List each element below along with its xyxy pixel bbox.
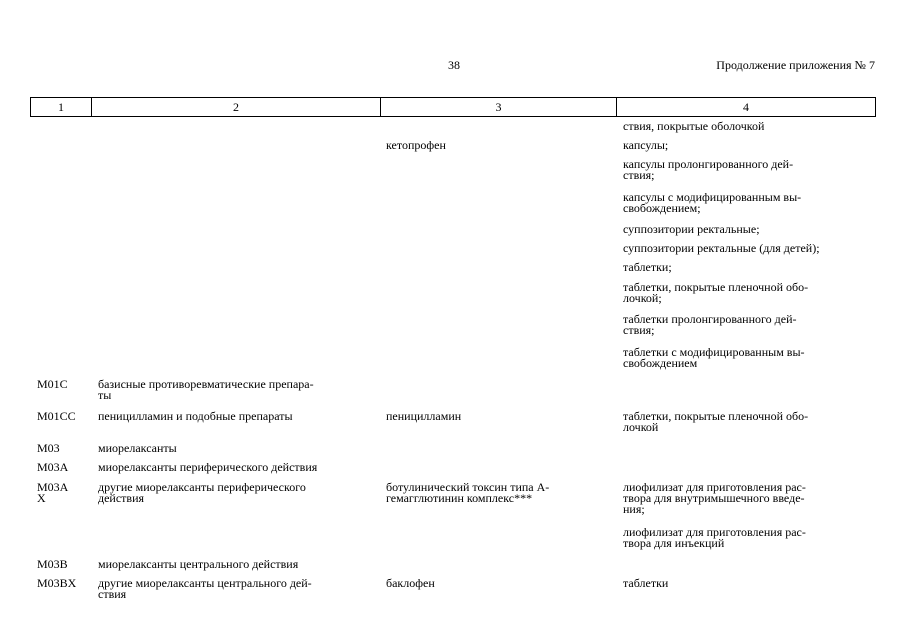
table-cell: таблетки; [623,260,672,274]
table-cell: таблетки, покрытые пленочной обо- лочкой; [623,280,809,305]
table-cell: капсулы пролонгированного дей- ствия; [623,157,794,182]
column-header-3: 3 [381,98,617,116]
table-cell: таблетки [623,576,669,590]
column-header-1: 1 [31,98,92,116]
table-cell: пеницилламин [386,409,462,423]
table-cell: ствия, покрытые оболочкой [623,119,765,133]
atc-code: M03 [37,441,60,455]
table-cell: капсулы с модифицированным вы- свобождением; [623,190,802,215]
atc-code: M01C [37,377,68,391]
table-cell: лиофилизат для приготовления рас- твора для инъекций [623,525,806,550]
table-cell: ботулинический токсин типа А- гемагглютинин комплекс*** [386,480,550,505]
column-header-4: 4 [743,100,749,114]
table-cell: суппозитории ректальные (для детей); [623,241,820,255]
table-cell: пеницилламин и подобные препараты [98,409,293,423]
table-cell: таблетки пролонгированного дей- ствия; [623,312,797,337]
page-number: 38 [448,58,460,72]
column-header-2: 2 [92,98,381,116]
table-cell: другие миорелаксанты периферического действия [98,480,306,505]
table-cell: кетопрофен [386,138,446,152]
table-cell: лиофилизат для приготовления рас- твора для внутримышечного введе- ния; [623,480,806,516]
atc-code: M01CC [37,409,76,423]
table-cell: миорелаксанты центрального действия [98,557,299,571]
atc-code: M03A X [37,480,69,505]
table-cell: капсулы; [623,138,669,152]
table-cell: миорелаксанты периферического действия [98,460,318,474]
table-cell: базисные противоревматические препара- ты [98,377,314,402]
table-cell: баклофен [386,576,435,590]
atc-code: M03A [37,460,69,474]
table-cell: другие миорелаксанты центрального дей- ствия [98,576,312,601]
document-title: Продолжение приложения № 7 [716,58,875,72]
atc-code: M03BX [37,576,77,590]
table-cell: таблетки, покрытые пленочной обо- лочкой [623,409,809,434]
table-cell: суппозитории ректальные; [623,222,760,236]
atc-code: M03B [37,557,68,571]
table-cell: миорелаксанты [98,441,177,455]
table-cell: таблетки с модифицированным вы- свобождением [623,345,805,370]
